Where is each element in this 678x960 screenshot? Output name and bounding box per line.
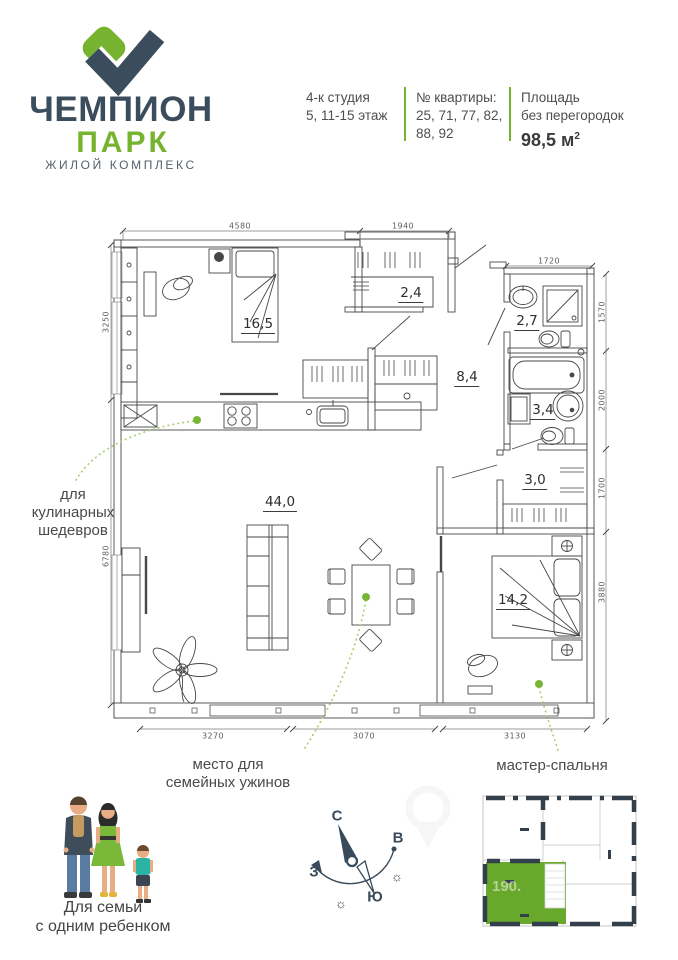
sun-icon: ☼ <box>335 896 347 911</box>
compass-north: С <box>331 807 343 825</box>
room-hallway-area: 8,4 <box>456 369 478 385</box>
area-label-1: Площадь <box>521 90 580 105</box>
logo-mark <box>79 23 157 82</box>
logo-title: ЧЕМПИОН <box>29 90 213 129</box>
compass-south: Ю <box>367 888 383 906</box>
compass-graphic <box>311 824 403 911</box>
dim-bottom-1: 3270 <box>202 731 224 741</box>
room-bath-big-area: 3,4 <box>532 402 554 418</box>
sun-icon: ☼ <box>391 869 403 884</box>
compass-east: В <box>392 829 404 847</box>
room-bedroom-area: 16,5 <box>242 316 274 332</box>
mini-floorplate <box>483 796 636 926</box>
floors: 5, 11-15 этаж <box>306 108 388 123</box>
dim-right-1: 1570 <box>597 301 607 323</box>
numbers-label: № квартиры: <box>416 90 497 105</box>
watermark-text: 190. <box>492 878 522 895</box>
numbers-line2: 88, 92 <box>416 126 454 141</box>
room-bath-small-area: 2,7 <box>516 313 538 329</box>
dim-left-lower: 6780 <box>101 545 111 567</box>
logo-subtitle: ПАРК <box>76 126 170 159</box>
family-illustration <box>64 797 154 904</box>
room-living-area: 44,0 <box>264 494 296 510</box>
area-value: 98,5 $м^2$ <box>521 130 580 150</box>
dim-bath-top: 1720 <box>538 256 560 266</box>
spec-divider <box>404 87 406 141</box>
dim-bottom-3: 3130 <box>504 731 526 741</box>
room-master-area: 14,2 <box>497 592 529 608</box>
spec-apartment-numbers <box>416 89 502 143</box>
compass-west: З <box>309 863 319 881</box>
dim-top-left: 4580 <box>229 221 251 231</box>
numbers-line1: 25, 71, 77, 82, <box>416 108 503 123</box>
dim-right-3: 1700 <box>597 477 607 499</box>
annotation-dining: место для семейных ужинов <box>165 756 291 791</box>
watermark-pin-icon <box>409 789 447 848</box>
spec-area <box>521 89 624 149</box>
room-wardrobe-area: 3,0 <box>524 472 546 488</box>
annotation-curves <box>76 421 558 750</box>
dim-right-4: 3880 <box>597 581 607 603</box>
apartment-type: 4-к студия <box>306 90 370 105</box>
annotation-markers <box>193 416 543 688</box>
dim-right-2: 2000 <box>597 389 607 411</box>
room-closet-area: 2,4 <box>400 285 422 301</box>
dim-top-right: 1940 <box>392 221 414 231</box>
area-label-2: без перегородок <box>521 108 624 123</box>
annotation-kitchen: для кулинарных шедевров <box>31 486 115 539</box>
dim-left-upper: 3250 <box>101 311 111 333</box>
spec-apartment-type <box>306 89 387 125</box>
logo-tagline: ЖИЛОЙ КОМПЛЕКС <box>45 158 197 172</box>
spec-divider <box>509 87 511 141</box>
family-caption: Для семьи с одним ребенком <box>35 899 171 935</box>
annotation-master: мастер-спальня <box>496 757 608 774</box>
dim-bottom-2: 3070 <box>353 731 375 741</box>
